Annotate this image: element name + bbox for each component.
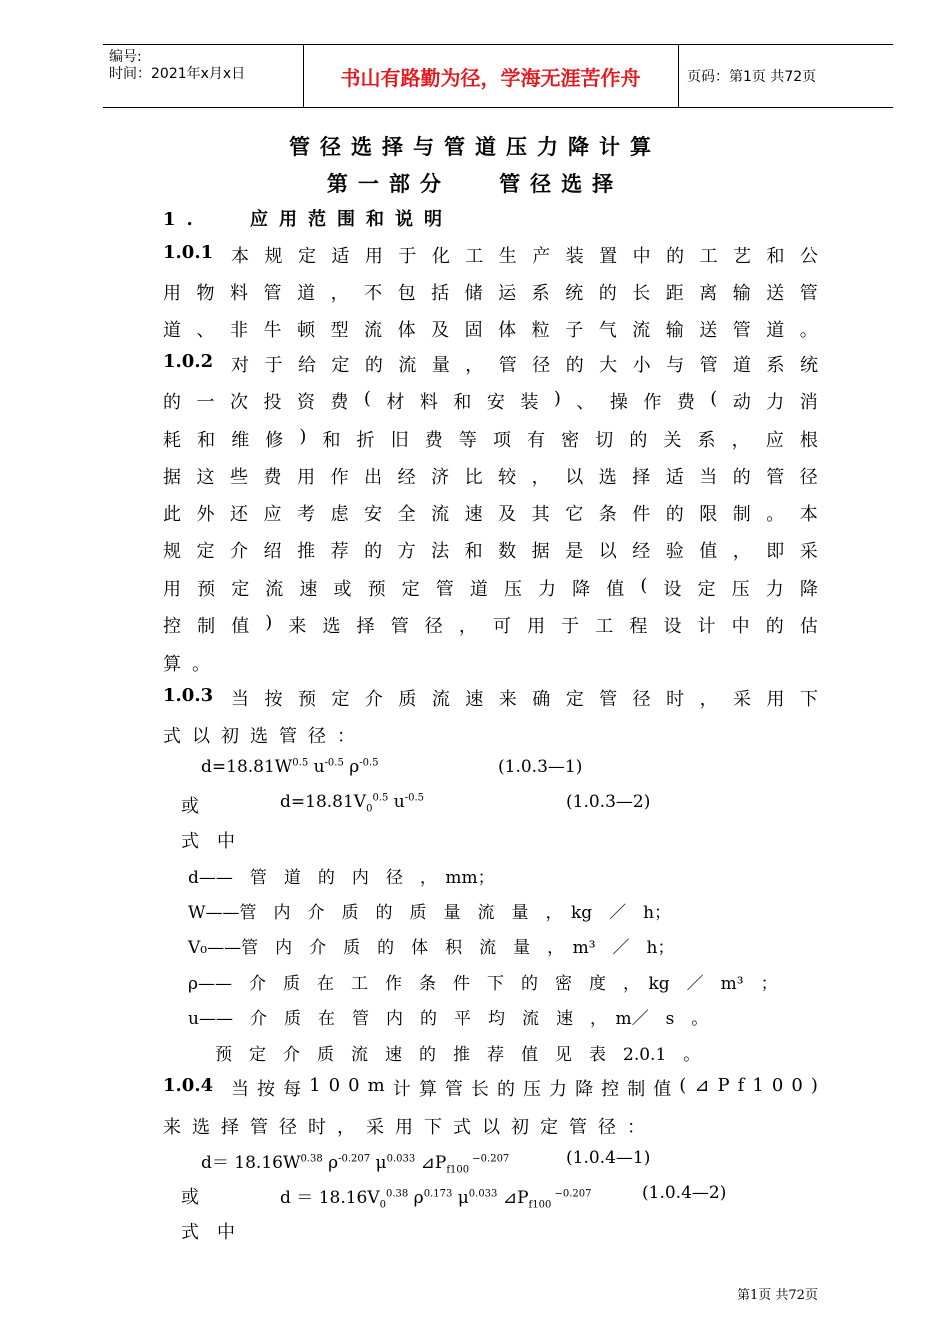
paragraph-line — [163, 426, 818, 452]
section-heading: 1. 应用范围和说明 — [163, 209, 454, 230]
line-text: 用 预 定 流 速 或 预 定 管 道 压 力 降 值 ( 设 定 压 力 降 — [163, 575, 818, 600]
equation-tag: (1.0.3—2) — [566, 792, 651, 812]
line-text: 的 一 次 投 资 费 ( 材 料 和 安 装 ) 、 操 作 费 ( 动 力 消 — [163, 388, 818, 413]
paragraph-line — [163, 279, 818, 305]
line-text: 此 外 还 应 考 虑 安 全 流 速 及 其 它 条 件 的 限 制 。 本 — [163, 504, 818, 525]
paragraph-line: 来选择管径时，采用下式以初定管径： — [163, 1117, 656, 1138]
line-text: 据 这 些 费 用 作 出 经 济 比 较 ， 以 选 择 适 当 的 管 径 — [163, 467, 818, 488]
motto: 书山有路勤为径，学海无涯苦作舟 — [340, 66, 641, 90]
equation: $d= 18.16W^{0.38}$ $\rho^{-0.207}$ $\mu^{0.033}$ $⊿P_{f100}$ $^{-0.207}$ — [201, 1153, 510, 1176]
line-text: 用 物 料 管 道 ， 不 包 括 储 运 系 统 的 长 距 离 输 送 管 — [163, 283, 818, 304]
line-text: 对 于 给 定 的 流 量 ， 管 径 的 大 小 与 管 道 系 统 — [231, 355, 818, 376]
paragraph-line — [163, 463, 818, 489]
where-label: 式 中 — [181, 1222, 235, 1243]
paragraph-line — [163, 1075, 818, 1101]
equation: $d=18.81W^{0.5}$ $u^{-0.5}$ $\rho^{-0.5}$ — [201, 757, 379, 777]
or-label: 或 — [181, 796, 199, 817]
equation-tag: (1.0.3—1) — [498, 757, 583, 777]
clause-number: 1.0.3 — [163, 685, 214, 706]
paragraph-line — [163, 537, 818, 563]
definition: ρ—— 介 质 在 工 作 条 件 下 的 密 度 ， kg ／ m³ ； — [188, 974, 778, 994]
paragraph-line — [163, 388, 818, 414]
paragraph-line — [163, 612, 818, 638]
definition: V₀——管 内 介 质 的 体 积 流 量 ， m³ ／ h； — [188, 938, 675, 958]
equation-tag: (1.0.4—1) — [566, 1148, 651, 1168]
part-title: 第一部分 管径选择 — [326, 171, 624, 196]
or-label: 或 — [181, 1187, 199, 1208]
line-text: 本 规 定 适 用 于 化 工 生 产 装 置 中 的 工 艺 和 公 — [231, 246, 818, 267]
where-label: 式 中 — [181, 831, 235, 852]
paragraph-line — [163, 685, 818, 711]
header-divider — [678, 45, 679, 107]
time-label: 时间：2021年x月x日 — [109, 66, 246, 82]
page-header — [103, 44, 893, 108]
line-text: 当 按 每 1 0 0 m 计 算 管 长 的 压 力 降 控 制 值 ( ⊿ P f 1 0 0 ) — [231, 1075, 818, 1100]
clause-number: 1.0.1 — [163, 242, 214, 263]
line-text: 规 定 介 绍 推 荐 的 方 法 和 数 据 是 以 经 验 值 ， 即 采 — [163, 541, 818, 562]
clause-number: 1.0.2 — [163, 351, 214, 372]
line-text: 道 、 非 牛 顿 型 流 体 及 固 体 粒 子 气 流 输 送 管 道 。 — [163, 320, 818, 341]
line-text: 当 按 预 定 介 质 流 速 来 确 定 管 径 时 ， 采 用 下 — [231, 689, 818, 710]
header-left — [109, 49, 245, 83]
line-text: 耗 和 维 修 ) 和 折 旧 费 等 项 有 密 切 的 关 系 ， 应 根 — [163, 426, 818, 451]
equation: $d=18.81V_0^{0.5}$ $u^{-0.5}$ — [280, 792, 425, 815]
page-footer: 第1页 共72页 — [737, 1288, 818, 1303]
paragraph-line: 算。 — [163, 654, 221, 675]
paragraph-line — [163, 242, 818, 268]
definition: u—— 介 质 在 管 内 的 平 均 流 速 ， m／ s 。 — [188, 1009, 709, 1029]
paragraph-line — [163, 351, 818, 377]
equation-tag: (1.0.4—2) — [642, 1183, 727, 1203]
table-reference: 预 定 介 质 流 速 的 推 荐 值 见 表 2.0.1 。 — [215, 1045, 701, 1065]
line-text: 控 制 值 ) 来 选 择 管 径 ， 可 用 于 工 程 设 计 中 的 估 — [163, 612, 818, 637]
page-label: 页码：第1页 共72页 — [687, 69, 817, 85]
paragraph-line — [163, 575, 818, 601]
equation: $d = 18.16V_0^{0.38}$ $\rho^{0.173}$ $\mu^{0.033}$ $⊿P_{f100}$ $^{-0.207}$ — [280, 1188, 592, 1211]
paragraph-line: 式以初选管径： — [163, 726, 366, 747]
definition: W——管 内 介 质 的 质 量 流 量 ， kg ／ h； — [188, 903, 672, 923]
document-title: 管径选择与管道压力降计算 — [289, 134, 661, 159]
number-label: 编号: — [109, 49, 142, 65]
definition: d—— 管 道 的 内 径 ， mm； — [188, 868, 495, 888]
paragraph-line — [163, 500, 818, 526]
paragraph-line — [163, 316, 818, 342]
clause-number: 1.0.4 — [163, 1075, 214, 1096]
